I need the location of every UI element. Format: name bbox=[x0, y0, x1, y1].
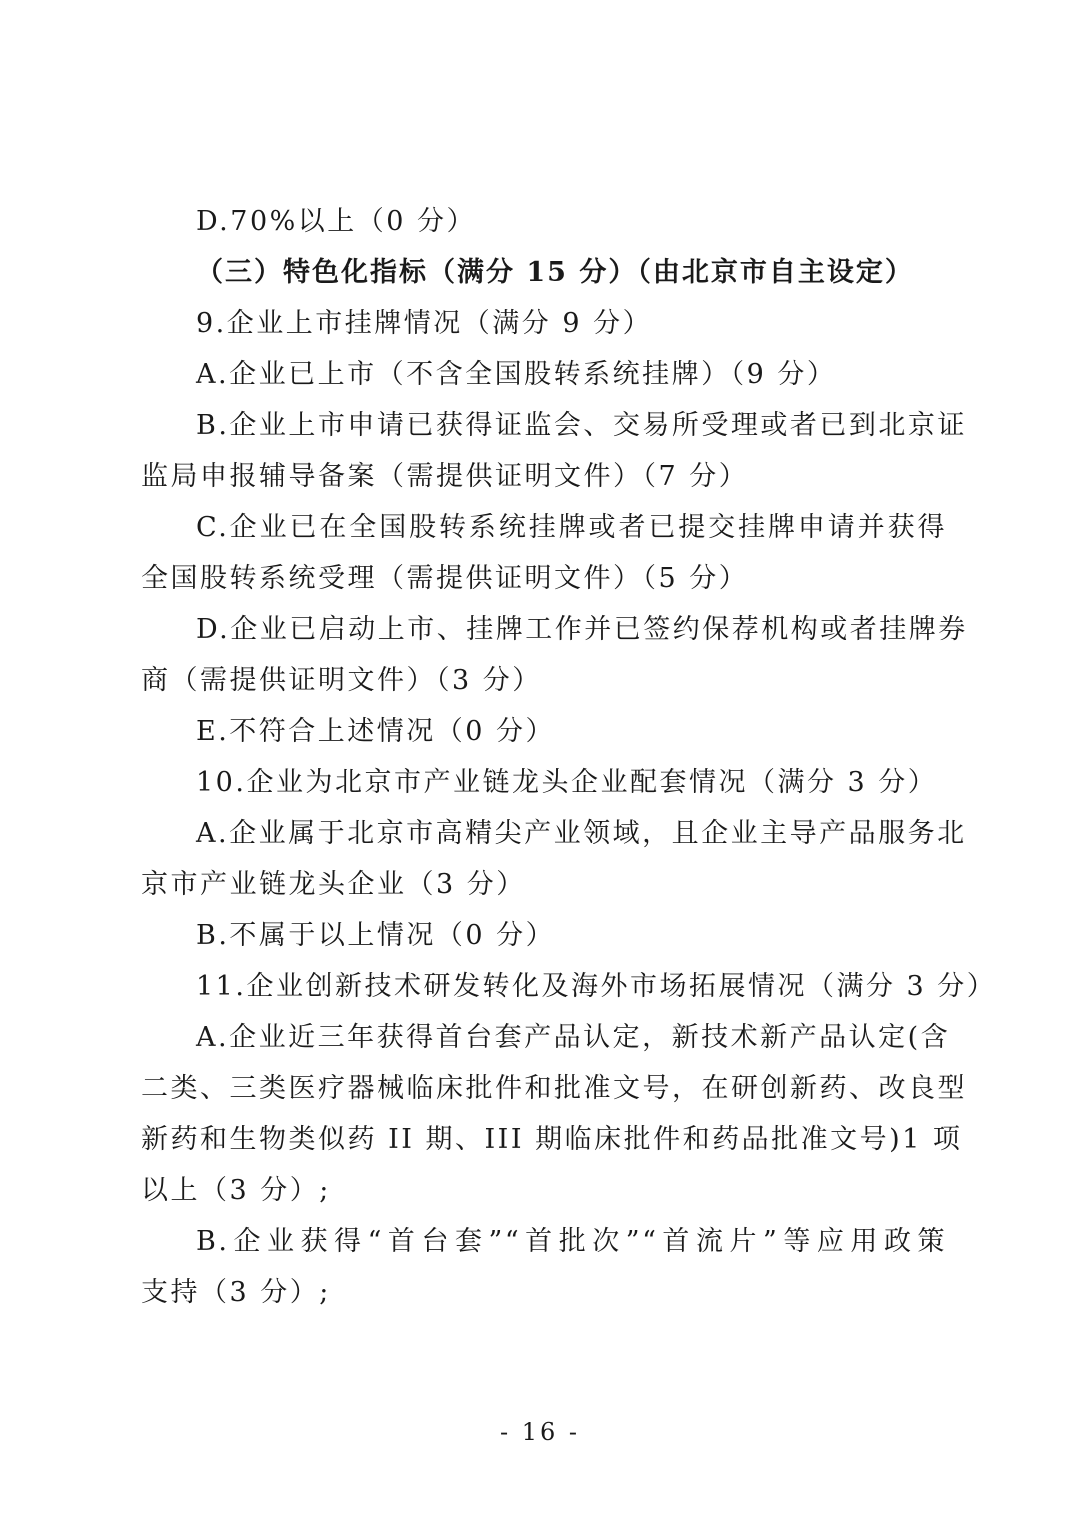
item-9-option-d: D.企业已启动上市、挂牌工作并已签约保荐机构或者挂牌券 bbox=[196, 614, 968, 645]
item-9-option-b: B.企业上市申请已获得证监会、交易所受理或者已到北京证 bbox=[196, 410, 967, 441]
item-10-option-a-cont: 京市产业链龙头企业（3 分） bbox=[141, 869, 526, 900]
item-10-option-b: B.不属于以上情况（0 分） bbox=[196, 920, 556, 951]
item-11-option-a: A.企业近三年获得首台套产品认定，新技术新产品认定(含 bbox=[196, 1022, 951, 1053]
item-9-option-a: A.企业已上市（不含全国股转系统挂牌）（9 分） bbox=[196, 359, 837, 390]
item-9-option-e: E.不符合上述情况（0 分） bbox=[196, 716, 556, 747]
item-9-option-d-cont: 商（需提供证明文件）（3 分） bbox=[141, 665, 542, 696]
item-11-option-a-cont-1: 二类、三类医疗器械临床批件和批准文号，在研创新药、改良型 bbox=[141, 1073, 967, 1104]
item-11-option-b: B.企业获得“首台套”“首批次”“首流片”等应用政策 bbox=[196, 1226, 947, 1257]
item-9-option-b-cont: 监局申报辅导备案（需提供证明文件）（7 分） bbox=[141, 461, 749, 492]
item-9-option-c-cont: 全国股转系统受理（需提供证明文件）（5 分） bbox=[141, 563, 749, 594]
item-11-heading: 11.企业创新技术研发转化及海外市场拓展情况（满分 3 分） bbox=[196, 971, 997, 1002]
option-d-line: D.70%以上（0 分） bbox=[196, 206, 477, 237]
item-11-option-b-cont: 支持（3 分）; bbox=[141, 1277, 331, 1308]
item-11-option-a-cont-3: 以上（3 分）; bbox=[141, 1175, 331, 1206]
item-9-heading: 9.企业上市挂牌情况（满分 9 分） bbox=[196, 308, 653, 339]
item-10-option-a: A.企业属于北京市高精尖产业领域，且企业主导产品服务北 bbox=[196, 818, 967, 849]
item-11-option-a-cont-2: 新药和生物类似药 II 期、III 期临床批件和药品批准文号)1 项 bbox=[141, 1124, 963, 1155]
item-9-option-c: C.企业已在全国股转系统挂牌或者已提交挂牌申请并获得 bbox=[196, 512, 947, 543]
page-number: - 16 - bbox=[499, 1418, 580, 1446]
section-heading: （三）特色化指标（满分 15 分）（由北京市自主设定） bbox=[196, 257, 914, 288]
item-10-heading: 10.企业为北京市产业链龙头企业配套情况（满分 3 分） bbox=[196, 767, 938, 798]
document-body bbox=[141, 196, 997, 1318]
